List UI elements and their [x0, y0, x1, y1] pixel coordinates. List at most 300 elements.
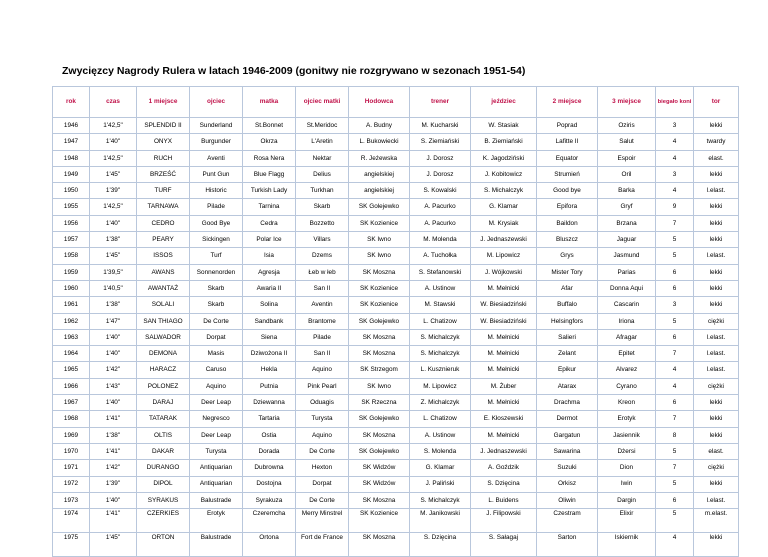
table-cell: 5	[656, 443, 694, 459]
table-cell: RUCH	[137, 150, 190, 166]
table-cell: M. Mełnicki	[471, 346, 537, 362]
table-cell: S. Kowalski	[410, 183, 471, 199]
table-cell: Aquino	[296, 427, 349, 443]
table-cell: 1'38"	[90, 427, 137, 443]
table-cell: Aquino	[190, 378, 243, 394]
table-cell: Sandbank	[243, 313, 296, 329]
table-cell: Rosa Nera	[243, 150, 296, 166]
table-cell: W. Stasiak	[471, 118, 537, 134]
table-cell: 4	[656, 183, 694, 199]
table-cell: lekki	[694, 297, 739, 313]
table-cell: 4	[656, 533, 694, 557]
table-cell: 1'40"	[90, 329, 137, 345]
table-cell: SK Golejewko	[349, 443, 410, 459]
column-header: Hodowca	[349, 87, 410, 118]
table-cell: 1'40"	[90, 346, 137, 362]
table-cell: 6	[656, 264, 694, 280]
table-cell: M. Janikowski	[410, 509, 471, 533]
table-cell: De Corte	[190, 313, 243, 329]
table-cell: Epitet	[598, 346, 656, 362]
table-row	[53, 346, 739, 362]
table-cell: Gargatun	[537, 427, 598, 443]
table-cell: Negresco	[190, 411, 243, 427]
table-cell: M. Molenda	[410, 232, 471, 248]
table-cell: Turkhan	[296, 183, 349, 199]
table-cell: DAKAR	[137, 443, 190, 459]
table-cell: Isia	[243, 248, 296, 264]
table-cell: 1946	[53, 118, 90, 134]
table-cell: Balustrade	[190, 533, 243, 557]
table-cell: S. Dzięcina	[471, 476, 537, 492]
table-cell: DIPOL	[137, 476, 190, 492]
table-cell: SK Kozienice	[349, 215, 410, 231]
column-header: 2 miejsce	[537, 87, 598, 118]
table-cell: 1969	[53, 427, 90, 443]
table-cell: 1965	[53, 362, 90, 378]
table-cell: 1'42,5"	[90, 118, 137, 134]
table-cell: Okrza	[243, 134, 296, 150]
table-cell: J. Kobitowicz	[471, 166, 537, 182]
table-cell: A. Ustinow	[410, 280, 471, 296]
table-cell: l.elast.	[694, 492, 739, 508]
table-cell: Epikur	[537, 362, 598, 378]
table-cell: Dubrowna	[243, 460, 296, 476]
table-cell: 1947	[53, 134, 90, 150]
table-cell: Aquino	[296, 362, 349, 378]
table-cell: 4	[656, 378, 694, 394]
table-cell: Lafitte II	[537, 134, 598, 150]
column-header: 3 miejsce	[598, 87, 656, 118]
table-cell: Dorpat	[296, 476, 349, 492]
table-cell: M. Mełnicki	[471, 395, 537, 411]
table-cell: Bozzetto	[296, 215, 349, 231]
table-cell: 1'39,5"	[90, 264, 137, 280]
table-cell: 1948	[53, 150, 90, 166]
table-cell: 1949	[53, 166, 90, 182]
column-header: matka	[243, 87, 296, 118]
table-cell: Oliwin	[537, 492, 598, 508]
table-cell: Skarb	[190, 297, 243, 313]
table-cell: SK Rzeczna	[349, 395, 410, 411]
table-cell: Antiquarian	[190, 476, 243, 492]
table-cell: AWANTAŻ	[137, 280, 190, 296]
table-cell: J. Jednaszewski	[471, 443, 537, 459]
table-cell: Jasiennik	[598, 427, 656, 443]
table-cell: Tarnina	[243, 199, 296, 215]
table-cell: A. Ustinow	[410, 427, 471, 443]
table-cell: Kreon	[598, 395, 656, 411]
table-cell: Antiquarian	[190, 460, 243, 476]
table-cell: 4	[656, 134, 694, 150]
table-cell: Delius	[296, 166, 349, 182]
table-cell: 1'45"	[90, 248, 137, 264]
table-cell: SK Moszna	[349, 346, 410, 362]
table-cell: Deer Leap	[190, 427, 243, 443]
table-cell: Salut	[598, 134, 656, 150]
table-cell: Villars	[296, 232, 349, 248]
table-cell: Dargin	[598, 492, 656, 508]
table-cell: Iskiernik	[598, 533, 656, 557]
table-cell: POLONEZ	[137, 378, 190, 394]
table-cell: twardy	[694, 134, 739, 150]
table-cell: Espoir	[598, 150, 656, 166]
table-cell: Nektar	[296, 150, 349, 166]
table-cell: L. Chatizow	[410, 411, 471, 427]
table-cell: Solina	[243, 297, 296, 313]
table-cell: 5	[656, 313, 694, 329]
table-cell: Sickingen	[190, 232, 243, 248]
table-cell: Elixir	[598, 509, 656, 533]
table-cell: Brzana	[598, 215, 656, 231]
table-cell: SK Kozienice	[349, 509, 410, 533]
table-cell: 6	[656, 395, 694, 411]
table-cell: Erotyk	[598, 411, 656, 427]
table-cell: L. Kusznieruk	[410, 362, 471, 378]
table-cell: Cedra	[243, 215, 296, 231]
table-cell: Czestram	[537, 509, 598, 533]
table-cell: 1'40"	[90, 215, 137, 231]
table-cell: 1972	[53, 476, 90, 492]
table-cell: Hexton	[296, 460, 349, 476]
table-cell: 1'42,5"	[90, 199, 137, 215]
table-cell: A. Budny	[349, 118, 410, 134]
table-cell: Good Bye	[190, 215, 243, 231]
table-cell: SK Golejewko	[349, 199, 410, 215]
header-row	[53, 87, 739, 118]
table-cell: M. Krysiak	[471, 215, 537, 231]
table-row	[53, 460, 739, 476]
table-cell: J. Dorosz	[410, 166, 471, 182]
table-cell: W. Biesiadziński	[471, 313, 537, 329]
table-cell: ISSOS	[137, 248, 190, 264]
table-cell: CZERKIES	[137, 509, 190, 533]
table-cell: SAN THIAGO	[137, 313, 190, 329]
table-cell: 1'41"	[90, 411, 137, 427]
table-cell: PEARY	[137, 232, 190, 248]
table-cell: M. Kucharski	[410, 118, 471, 134]
table-cell: lekki	[694, 166, 739, 182]
table-cell: DARAJ	[137, 395, 190, 411]
table-cell: M. Żuber	[471, 378, 537, 394]
table-cell: 1'38"	[90, 297, 137, 313]
table-cell: Salieri	[537, 329, 598, 345]
table-cell: 1970	[53, 443, 90, 459]
table-cell: Zelant	[537, 346, 598, 362]
column-header: jeździec	[471, 87, 537, 118]
table-row	[53, 150, 739, 166]
table-cell: 1'42"	[90, 460, 137, 476]
table-cell: 1'40"	[90, 492, 137, 508]
document-title: Zwycięzcy Nagrody Rulera w latach 1946-2009 (gonitwy nie rozgrywano w sezonach 1951-54)	[62, 65, 526, 77]
table-cell: A. Goździk	[471, 460, 537, 476]
table-cell: 7	[656, 411, 694, 427]
table-cell: ciężki	[694, 460, 739, 476]
table-cell: Ortona	[243, 533, 296, 557]
table-cell: Sarton	[537, 533, 598, 557]
table-cell: 5	[656, 248, 694, 264]
table-cell: L. Bukowiecki	[349, 134, 410, 150]
table-cell: S. Michalczyk	[410, 329, 471, 345]
table-cell: Barka	[598, 183, 656, 199]
table-row	[53, 166, 739, 182]
table-cell: 1975	[53, 533, 90, 557]
table-cell: 1958	[53, 248, 90, 264]
table-cell: Punt Gun	[190, 166, 243, 182]
table-cell: Putnia	[243, 378, 296, 394]
table-cell: Dziewanna	[243, 395, 296, 411]
table-cell: J. Jednaszewski	[471, 232, 537, 248]
table-cell: 9	[656, 199, 694, 215]
table-cell: lekki	[694, 118, 739, 134]
table-cell: 6	[656, 280, 694, 296]
table-cell: 1'45"	[90, 533, 137, 557]
table-row	[53, 492, 739, 508]
table-cell: lekki	[694, 533, 739, 557]
table-cell: Dorada	[243, 443, 296, 459]
table-cell: Łeb w łeb	[296, 264, 349, 280]
table-cell: G. Klamar	[410, 460, 471, 476]
table-cell: ciężki	[694, 313, 739, 329]
table-cell: Oziris	[598, 118, 656, 134]
table-cell: OLTIS	[137, 427, 190, 443]
table-cell: Bluszcz	[537, 232, 598, 248]
table-row	[53, 329, 739, 345]
table-cell: Siena	[243, 329, 296, 345]
table-cell: Grys	[537, 248, 598, 264]
table-cell: M. Lipowicz	[471, 248, 537, 264]
table-cell: Strumień	[537, 166, 598, 182]
table-cell: Dziwożona II	[243, 346, 296, 362]
table-cell: L. Chatizow	[410, 313, 471, 329]
table-cell: R. Jeżewska	[349, 150, 410, 166]
table-row	[53, 533, 739, 557]
table-cell: SK Moszna	[349, 492, 410, 508]
table-cell: Pink Pearl	[296, 378, 349, 394]
table-cell: S. Molenda	[410, 443, 471, 459]
table-cell: SK Golejewko	[349, 411, 410, 427]
table-cell: B. Ziemiański	[471, 134, 537, 150]
table-cell: Dostojna	[243, 476, 296, 492]
table-cell: S. Stefanowski	[410, 264, 471, 280]
table-cell: 1959	[53, 264, 90, 280]
table-cell: S. Ziemiański	[410, 134, 471, 150]
table-cell: SK Moszna	[349, 427, 410, 443]
table-row	[53, 280, 739, 296]
table-cell: 7	[656, 215, 694, 231]
table-cell: lekki	[694, 280, 739, 296]
table-cell: SK Widzów	[349, 476, 410, 492]
table-cell: 1956	[53, 215, 90, 231]
table-cell: Cyrano	[598, 378, 656, 394]
table-row	[53, 509, 739, 533]
table-cell: Afragar	[598, 329, 656, 345]
table-cell: Aventin	[296, 297, 349, 313]
table-cell: Iriona	[598, 313, 656, 329]
table-cell: CEDRO	[137, 215, 190, 231]
table-cell: S. Michalczyk	[410, 492, 471, 508]
table-row	[53, 313, 739, 329]
table-cell: Agresja	[243, 264, 296, 280]
table-row	[53, 395, 739, 411]
table-cell: Skarb	[296, 199, 349, 215]
table-cell: 6	[656, 329, 694, 345]
table-cell: Sonnenorden	[190, 264, 243, 280]
table-cell: L'Aretin	[296, 134, 349, 150]
table-cell: A. Pacurko	[410, 215, 471, 231]
table-cell: Historic	[190, 183, 243, 199]
table-cell: TURF	[137, 183, 190, 199]
table-cell: DEMONA	[137, 346, 190, 362]
table-cell: Dorpat	[190, 329, 243, 345]
table-cell: 1974	[53, 509, 90, 533]
table-row	[53, 199, 739, 215]
table-cell: lekki	[694, 476, 739, 492]
table-cell: Parias	[598, 264, 656, 280]
column-header: ojciec matki	[296, 87, 349, 118]
table-cell: DURANGO	[137, 460, 190, 476]
table-cell: Jasmund	[598, 248, 656, 264]
table-cell: lekki	[694, 232, 739, 248]
table-cell: SK Kozienice	[349, 297, 410, 313]
table-cell: 1957	[53, 232, 90, 248]
table-cell: BRZEŚĆ	[137, 166, 190, 182]
table-cell: W. Biesiadziński	[471, 297, 537, 313]
table-cell: Skarb	[190, 280, 243, 296]
table-cell: SALWADOR	[137, 329, 190, 345]
table-cell: 4	[656, 150, 694, 166]
table-cell: lekki	[694, 395, 739, 411]
table-cell: St.Bonnet	[243, 118, 296, 134]
table-cell: Turysta	[190, 443, 243, 459]
table-cell: l.elast.	[694, 362, 739, 378]
table-cell: Caruso	[190, 362, 243, 378]
table-cell: 1962	[53, 313, 90, 329]
table-cell: Tartaria	[243, 411, 296, 427]
table-cell: Balustrade	[190, 492, 243, 508]
table-cell: Baildon	[537, 215, 598, 231]
table-cell: Oril	[598, 166, 656, 182]
table-cell: Hekla	[243, 362, 296, 378]
table-cell: S. Dzięcina	[410, 533, 471, 557]
table-cell: 1950	[53, 183, 90, 199]
column-header: biegało koni	[656, 87, 694, 118]
table-cell: ONYX	[137, 134, 190, 150]
table-cell: L. Buidens	[471, 492, 537, 508]
table-cell: lekki	[694, 199, 739, 215]
table-cell: l.elast.	[694, 183, 739, 199]
table-cell: lekki	[694, 427, 739, 443]
table-cell: lekki	[694, 215, 739, 231]
table-cell: M. Mełnicki	[471, 280, 537, 296]
table-row	[53, 118, 739, 134]
table-cell: 5	[656, 476, 694, 492]
table-cell: M. Mełnicki	[471, 362, 537, 378]
column-header: tor	[694, 87, 739, 118]
table-cell: SOLALI	[137, 297, 190, 313]
table-cell: Z. Michalczyk	[410, 395, 471, 411]
table-cell: Epifora	[537, 199, 598, 215]
table-cell: 7	[656, 346, 694, 362]
table-cell: TARNAWA	[137, 199, 190, 215]
table-cell: 1'42,5"	[90, 150, 137, 166]
table-cell: 1'47"	[90, 313, 137, 329]
table-row	[53, 427, 739, 443]
table-cell: J. Paliński	[410, 476, 471, 492]
table-cell: J. Dorosz	[410, 150, 471, 166]
table-cell: 1'42"	[90, 362, 137, 378]
table-cell: Fort de France	[296, 533, 349, 557]
table-cell: AWANS	[137, 264, 190, 280]
table-cell: Iwin	[598, 476, 656, 492]
table-cell: SK Moszna	[349, 264, 410, 280]
table-cell: De Corte	[296, 492, 349, 508]
table-cell: Atarax	[537, 378, 598, 394]
table-cell: SK Moszna	[349, 329, 410, 345]
table-row	[53, 183, 739, 199]
table-cell: Gryf	[598, 199, 656, 215]
table-cell: Pilade	[296, 329, 349, 345]
table-cell: elast.	[694, 443, 739, 459]
table-row	[53, 362, 739, 378]
table-cell: Czeremcha	[243, 509, 296, 533]
table-cell: 4	[656, 362, 694, 378]
table-cell: Masis	[190, 346, 243, 362]
table-cell: Buffalo	[537, 297, 598, 313]
table-cell: Helsingfors	[537, 313, 598, 329]
table-cell: 1'43"	[90, 378, 137, 394]
table-row	[53, 134, 739, 150]
table-cell: 1966	[53, 378, 90, 394]
table-cell: Donna Aqui	[598, 280, 656, 296]
table-cell: Turf	[190, 248, 243, 264]
table-row	[53, 476, 739, 492]
table-cell: Dzems	[296, 248, 349, 264]
table-cell: 1'41"	[90, 509, 137, 533]
table-cell: San II	[296, 346, 349, 362]
column-header: trener	[410, 87, 471, 118]
table-cell: Alvarez	[598, 362, 656, 378]
table-row	[53, 411, 739, 427]
table-cell: angielskiej	[349, 166, 410, 182]
table-cell: S. Michalczyk	[410, 346, 471, 362]
table-cell: ciężki	[694, 378, 739, 394]
table-cell: Ostia	[243, 427, 296, 443]
table-cell: SK Golejewko	[349, 313, 410, 329]
table-cell: Awaria II	[243, 280, 296, 296]
table-row	[53, 248, 739, 264]
table-cell: Dżersi	[598, 443, 656, 459]
table-cell: S. Sałagaj	[471, 533, 537, 557]
table-body	[53, 118, 739, 557]
table-cell: Aventi	[190, 150, 243, 166]
table-cell: Merry Minstrel	[296, 509, 349, 533]
table-cell: 1'39"	[90, 476, 137, 492]
table-cell: Blue Flagg	[243, 166, 296, 182]
table-cell: Pilade	[190, 199, 243, 215]
table-cell: J. Wójkowski	[471, 264, 537, 280]
table-cell: SK Iwno	[349, 378, 410, 394]
results-table	[52, 86, 739, 557]
table-cell: De Corte	[296, 443, 349, 459]
table-cell: Poprad	[537, 118, 598, 134]
table-cell: A. Tuchołka	[410, 248, 471, 264]
table-cell: lekki	[694, 411, 739, 427]
table-cell: Equator	[537, 150, 598, 166]
table-cell: HARACZ	[137, 362, 190, 378]
table-cell: Drachma	[537, 395, 598, 411]
table-cell: Turysta	[296, 411, 349, 427]
table-cell: 3	[656, 118, 694, 134]
